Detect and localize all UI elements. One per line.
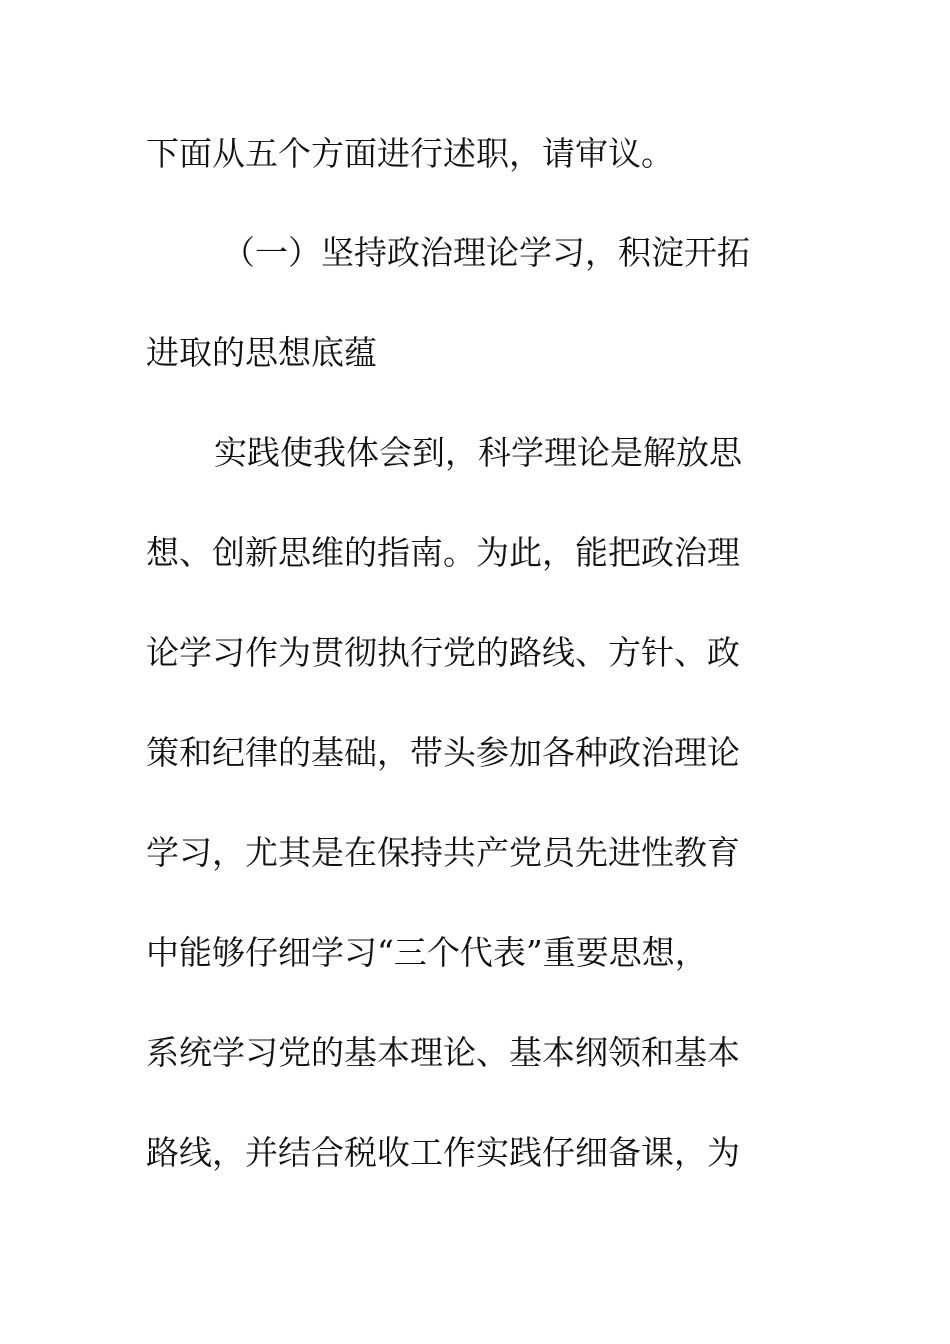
section-heading-line-2: 进取的思想底蕴 (146, 333, 377, 372)
body-paragraph-line: 实践使我体会到，科学理论是解放思 (214, 433, 742, 472)
body-paragraph-line: 中能够仔细学习“三个代表”重要思想， (146, 933, 708, 972)
body-paragraph-line: 策和纪律的基础，带头参加各种政治理论 (146, 733, 740, 772)
paragraph-intro-line: 下面从五个方面进行述职，请审议。 (146, 134, 674, 173)
body-paragraph-line: 学习，尤其是在保持共产党员先进性教育 (146, 833, 740, 872)
section-heading-line-1: （一）坚持政治理论学习，积淀开拓 (222, 233, 750, 272)
body-paragraph-line: 想、创新思维的指南。为此，能把政治理 (146, 533, 740, 572)
body-paragraph-line: 系统学习党的基本理论、基本纲领和基本 (146, 1033, 740, 1072)
body-paragraph-line: 论学习作为贯彻执行党的路线、方针、政 (146, 633, 740, 672)
body-paragraph-line: 路线，并结合税收工作实践仔细备课，为 (146, 1133, 740, 1172)
